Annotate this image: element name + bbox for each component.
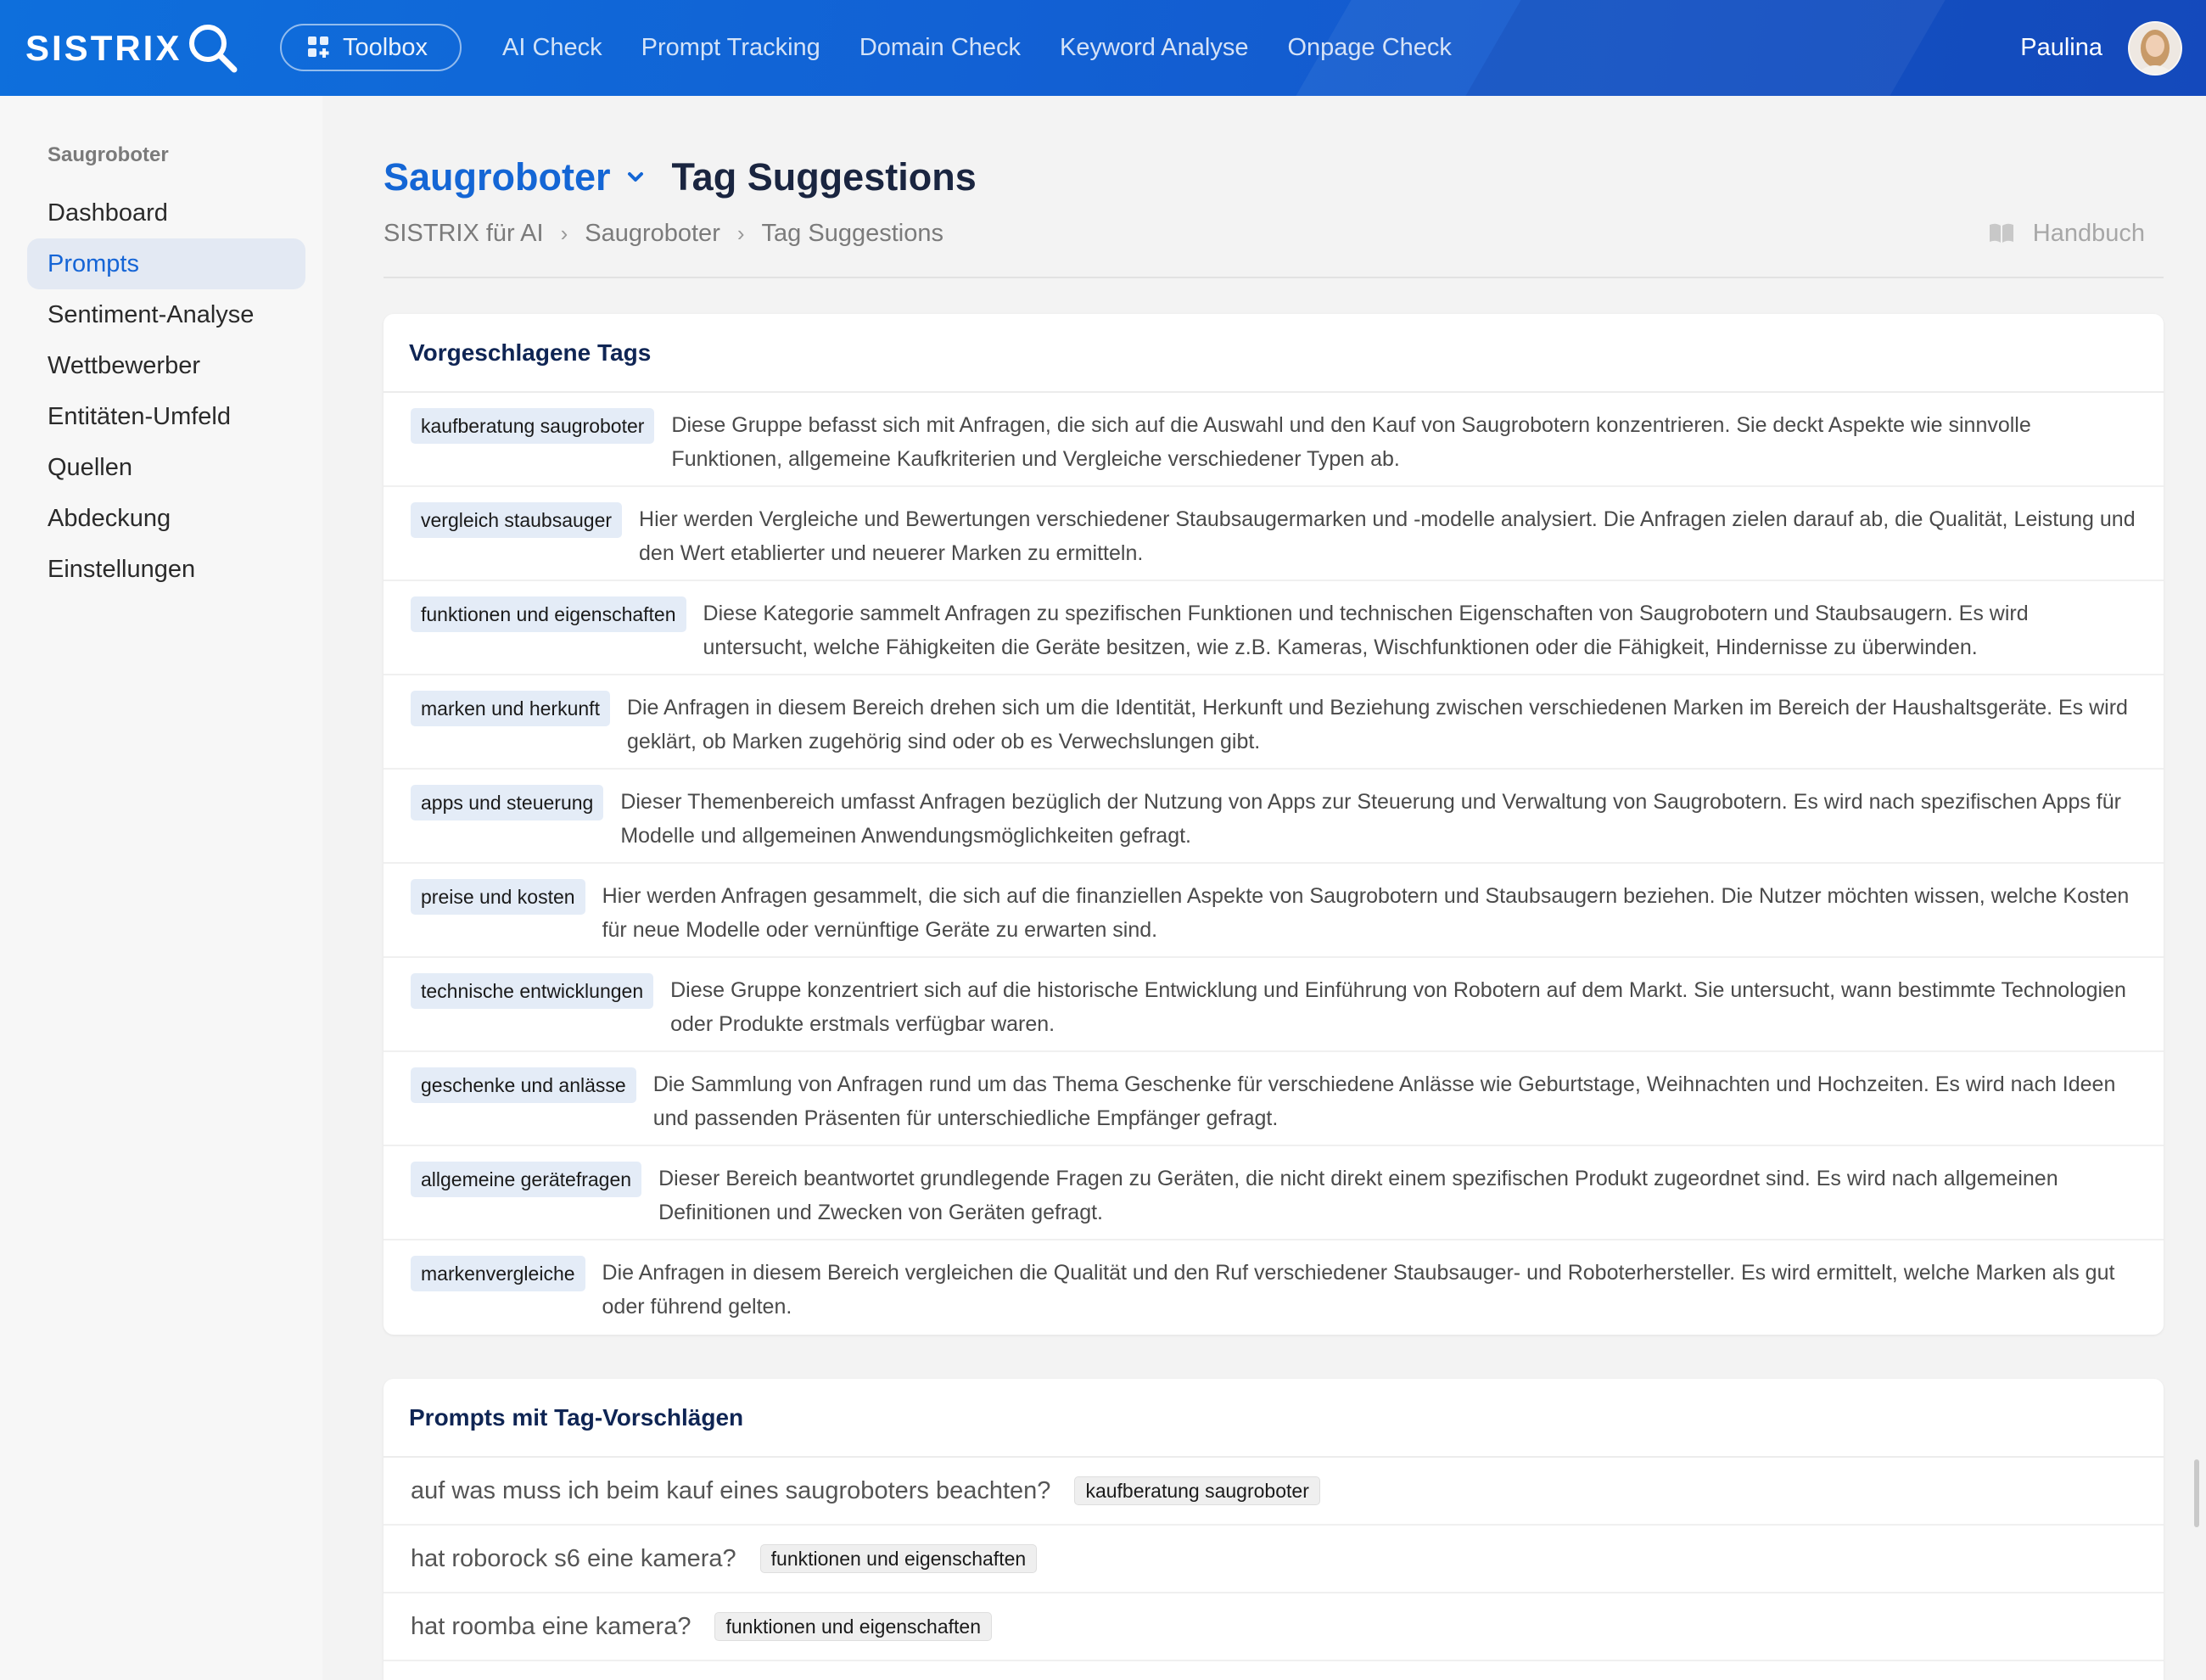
prompt-row[interactable] bbox=[384, 1661, 2164, 1680]
divider bbox=[384, 277, 2164, 278]
chevron-right-icon: › bbox=[736, 220, 745, 246]
page-title bbox=[384, 151, 977, 204]
nav-onpage-check[interactable]: Onpage Check bbox=[1287, 34, 1452, 61]
grid-plus-icon bbox=[307, 36, 331, 59]
section-title: Tag Suggestions bbox=[671, 155, 977, 199]
prompt-row[interactable] bbox=[384, 1593, 2164, 1661]
tag-description: Die Anfragen in diesem Bereich vergleichen die Qualität und den Ruf verschiedener Staubsauger- und Roboterhersteller. Es wird ermittelt, welche Marken als gut oder führend gelten. bbox=[602, 1261, 2115, 1319]
tag-row bbox=[384, 581, 2164, 675]
tag-description: Hier werden Anfragen gesammelt, die sich auf die finanziellen Aspekte von Saugrobotern und Staubsaugern beziehen. Die Nutzer möchten wissen, welche Kosten für neue Modelle oder vernünftige Geräte zu erwarten sind. bbox=[602, 884, 2130, 942]
tag-row bbox=[384, 1052, 2164, 1146]
user-menu[interactable] bbox=[2020, 0, 2182, 96]
breadcrumb-item[interactable]: Saugroboter bbox=[585, 219, 720, 247]
avatar[interactable] bbox=[2128, 21, 2182, 76]
tag-description: Diese Gruppe konzentriert sich auf die historische Entwicklung und Einführung von Robotern auf dem Markt. Sie untersucht, wann bestimmte Technologien oder Produkte erstmals verfügbar waren. bbox=[670, 978, 2126, 1036]
prompt-tag[interactable]: funktionen und eigenschaften bbox=[760, 1544, 1038, 1573]
tag-pill[interactable]: vergleich staubsauger bbox=[411, 502, 622, 538]
top-navigation-bar bbox=[0, 0, 2206, 96]
search-logo-icon bbox=[185, 20, 241, 76]
prompt-tag[interactable]: kaufberatung saugroboter bbox=[1074, 1476, 1319, 1505]
book-icon bbox=[1989, 222, 2014, 244]
tag-pill[interactable]: apps und steuerung bbox=[411, 785, 603, 820]
tag-pill[interactable]: preise und kosten bbox=[411, 879, 585, 915]
tag-description: Diese Gruppe befasst sich mit Anfragen, die sich auf die Auswahl und den Kauf von Saugrobotern konzentrieren. Sie deckt Aspekte wie sinnvolle Funktionen, allgemeine Kaufkriterien und Vergleiche verschiedener Typen ab. bbox=[671, 413, 2031, 471]
tag-description: Die Sammlung von Anfragen rund um das Thema Geschenke für verschiedene Anlässe wie Geburtstage, Weihnachten und Hochzeiten. Es wird nach Ideen und passenden Präsenten für unterschiedliche Empfänger gefragt. bbox=[652, 1072, 2116, 1130]
tag-description: Dieser Themenbereich umfasst Anfragen bezüglich der Nutzung von Apps zur Steuerung und Verwaltung von Saugrobotern. Es wird nach spezifischen Apps für Modelle und allgemeinen Anwendungsmöglichkeiten gefragt. bbox=[620, 790, 2121, 848]
tag-pill[interactable]: marken und herkunft bbox=[411, 691, 610, 726]
sidebar bbox=[0, 96, 322, 1680]
sidebar-item-prompts[interactable]: Prompts bbox=[27, 238, 305, 289]
nav-domain-check[interactable]: Domain Check bbox=[859, 34, 1021, 61]
breadcrumb bbox=[384, 216, 943, 251]
tag-description: Dieser Bereich beantwortet grundlegende Fragen zu Geräten, die nicht direkt einem spezifischen Produkt zugeordnet sind. Es wird nach allgemeinen Definitionen und Zwecken von Geräten gefragt. bbox=[658, 1167, 2058, 1224]
scrollbar-thumb[interactable] bbox=[2194, 1459, 2199, 1527]
tag-row bbox=[384, 1240, 2164, 1335]
sidebar-item-abdeckung[interactable]: Abdeckung bbox=[48, 504, 171, 532]
tag-pill[interactable]: geschenke und anlässe bbox=[411, 1067, 636, 1103]
main-nav bbox=[502, 0, 1452, 96]
sidebar-item-einstellungen[interactable]: Einstellungen bbox=[48, 555, 196, 583]
sidebar-item-entitaeten-umfeld[interactable]: Entitäten-Umfeld bbox=[48, 402, 231, 430]
sistrix-logo[interactable] bbox=[25, 19, 241, 78]
suggested-tags-card bbox=[384, 314, 2164, 1335]
tag-pill[interactable]: funktionen und eigenschaften bbox=[411, 596, 686, 632]
tag-row bbox=[384, 393, 2164, 487]
nav-keyword-analyse[interactable]: Keyword Analyse bbox=[1060, 34, 1249, 61]
tag-row bbox=[384, 487, 2164, 581]
chevron-down-icon[interactable] bbox=[624, 166, 647, 188]
card-title: Prompts mit Tag-Vorschlägen bbox=[384, 1379, 2164, 1458]
card-title: Vorgeschlagene Tags bbox=[384, 314, 2164, 393]
handbuch-label: Handbuch bbox=[2032, 219, 2145, 247]
prompt-text[interactable]: auf was muss ich beim kauf eines saugroboters beachten? bbox=[411, 1476, 1051, 1504]
prompts-card bbox=[384, 1379, 2164, 1680]
tag-row bbox=[384, 770, 2164, 864]
sidebar-item-wettbewerber[interactable]: Wettbewerber bbox=[48, 351, 200, 379]
tag-row bbox=[384, 675, 2164, 770]
tag-row bbox=[384, 958, 2164, 1052]
sidebar-item-sentiment-analyse[interactable]: Sentiment-Analyse bbox=[48, 300, 255, 328]
project-selector[interactable]: Saugroboter bbox=[384, 155, 611, 199]
breadcrumb-item[interactable]: SISTRIX für AI bbox=[384, 219, 544, 247]
tag-row bbox=[384, 864, 2164, 958]
sidebar-item-quellen[interactable]: Quellen bbox=[48, 453, 132, 481]
breadcrumb-item-current: Tag Suggestions bbox=[761, 219, 943, 247]
prompt-text[interactable]: hat roomba eine kamera? bbox=[411, 1612, 691, 1640]
prompt-text[interactable]: hat roborock s6 eine kamera? bbox=[411, 1544, 736, 1572]
user-name[interactable]: Paulina bbox=[2020, 34, 2102, 61]
prompt-tag[interactable]: funktionen und eigenschaften bbox=[714, 1612, 992, 1641]
brand-name: SISTRIX bbox=[25, 28, 182, 68]
toolbox-label: Toolbox bbox=[343, 33, 428, 61]
prompt-row[interactable] bbox=[384, 1526, 2164, 1593]
tag-pill[interactable]: allgemeine gerätefragen bbox=[411, 1162, 641, 1197]
tag-description: Diese Kategorie sammelt Anfragen zu spezifischen Funktionen und technischen Eigenschaften von Saugrobotern und Staubsaugern. Es wird untersucht, welche Fähigkeiten die Geräte besitzen, wie z.B. Kameras, Wischfunktionen oder die Fähigkeit, Hindernisse zu überwinden. bbox=[703, 602, 2029, 659]
tag-pill[interactable]: markenvergleiche bbox=[411, 1256, 585, 1291]
tag-row bbox=[384, 1146, 2164, 1240]
nav-ai-check[interactable]: AI Check bbox=[502, 34, 602, 61]
nav-prompt-tracking[interactable]: Prompt Tracking bbox=[641, 34, 820, 61]
prompt-row[interactable] bbox=[384, 1458, 2164, 1526]
tag-pill[interactable]: kaufberatung saugroboter bbox=[411, 408, 654, 444]
tag-description: Die Anfragen in diesem Bereich drehen sich um die Identität, Herkunft und Beziehung zwischen verschiedenen Marken im Bereich der Haushaltsgeräte. Es wird geklärt, ob Marken zugehörig sind oder ob es Verwechslungen gibt. bbox=[626, 696, 2128, 753]
chevron-right-icon: › bbox=[560, 220, 568, 246]
tag-pill[interactable]: technische entwicklungen bbox=[411, 973, 653, 1009]
handbuch-link[interactable] bbox=[1989, 216, 2145, 251]
tag-description: Hier werden Vergleiche und Bewertungen verschiedener Staubsaugermarken und -modelle analysiert. Die Anfragen zielen darauf ab, die Qualität, Leistung und den Wert etablierter und neuerer Marken zu ermitteln. bbox=[639, 507, 2136, 565]
user-avatar-icon bbox=[2130, 23, 2181, 74]
sidebar-item-dashboard[interactable]: Dashboard bbox=[48, 199, 168, 227]
sidebar-heading: Saugroboter bbox=[48, 143, 169, 166]
toolbox-button[interactable] bbox=[280, 24, 462, 71]
